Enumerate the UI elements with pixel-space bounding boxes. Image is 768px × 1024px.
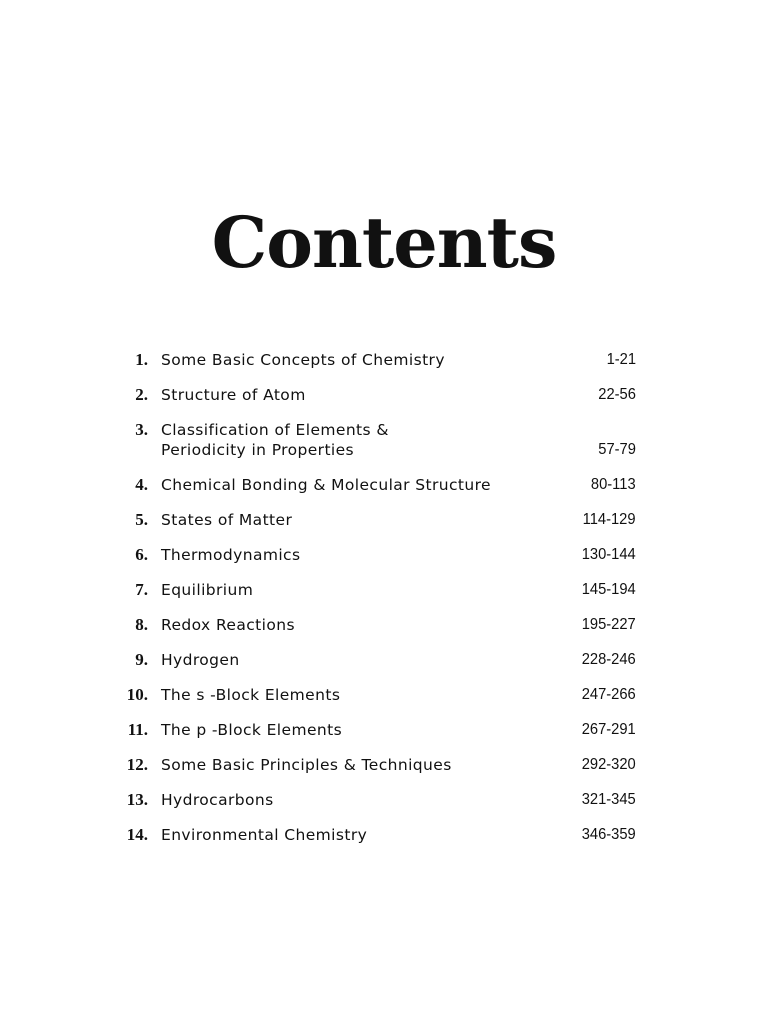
chapter-number: 4. [135, 475, 148, 494]
chapter-title [161, 825, 367, 845]
chapter-title [161, 580, 253, 600]
chapter-number: 5. [135, 510, 148, 529]
chapter-title-line: Periodicity in Properties [161, 441, 355, 459]
chapter-title-line: Some Basic Concepts of Chemistry [161, 351, 445, 369]
chapter-title [161, 790, 274, 810]
chapter-number: 3. [135, 420, 148, 439]
chapter-title-line: Structure of Atom [161, 386, 306, 404]
chapter-number: 14. [126, 825, 148, 844]
chapter-number: 10. [126, 685, 148, 704]
page-range: 346-359 [581, 826, 636, 843]
toc-entry[interactable] [0, 790, 768, 825]
page-title: Contents [211, 201, 557, 284]
page-range: 145-194 [581, 581, 636, 598]
toc-entry[interactable] [0, 475, 768, 510]
page-range: 247-266 [581, 686, 636, 703]
page-range: 292-320 [581, 756, 636, 773]
toc-entry[interactable] [0, 650, 768, 685]
toc-entry[interactable] [0, 580, 768, 615]
page-range: 57-79 [598, 441, 636, 458]
chapter-title [161, 755, 452, 775]
chapter-number: 1. [135, 350, 148, 369]
chapter-title [161, 650, 240, 670]
chapter-number: 2. [135, 385, 148, 404]
toc-entry[interactable] [0, 420, 768, 475]
table-of-contents [0, 350, 768, 860]
chapter-title-line: Environmental Chemistry [161, 826, 368, 844]
toc-entry[interactable] [0, 615, 768, 650]
chapter-title-line: Hydrocarbons [161, 791, 274, 809]
chapter-number: 11. [127, 720, 148, 739]
page-range: 130-144 [581, 546, 636, 563]
chapter-title-line: Redox Reactions [161, 616, 295, 634]
chapter-title-line: Some Basic Principles & Techniques [161, 756, 452, 774]
chapter-title [161, 685, 340, 705]
toc-entry[interactable] [0, 510, 768, 545]
toc-entry[interactable] [0, 720, 768, 755]
toc-entry[interactable] [0, 545, 768, 580]
page-range: 1-21 [606, 351, 636, 368]
chapter-title [161, 385, 306, 405]
chapter-title-line: Classification of Elements & [161, 421, 389, 439]
chapter-title [161, 420, 389, 460]
chapter-number: 6. [135, 545, 148, 564]
chapter-number: 12. [126, 755, 148, 774]
chapter-title [161, 720, 342, 740]
toc-entry[interactable] [0, 350, 768, 385]
toc-entry[interactable] [0, 685, 768, 720]
page-range: 195-227 [581, 616, 636, 633]
chapter-title-line: Equilibrium [161, 581, 254, 599]
page-range: 114-129 [583, 511, 636, 528]
chapter-title-line: Hydrogen [161, 651, 240, 669]
page-range: 267-291 [581, 721, 636, 738]
toc-entry[interactable] [0, 385, 768, 420]
chapter-title [161, 545, 300, 565]
chapter-number: 8. [135, 615, 148, 634]
toc-entry[interactable] [0, 825, 768, 860]
chapter-title-line: The s -Block Elements [161, 686, 341, 704]
chapter-title [161, 510, 292, 530]
chapter-number: 9. [135, 650, 148, 669]
chapter-title [161, 350, 445, 370]
chapter-title [161, 475, 491, 495]
page-range: 22-56 [598, 386, 636, 403]
chapter-number: 13. [126, 790, 148, 809]
chapter-title [161, 615, 295, 635]
toc-entry[interactable] [0, 755, 768, 790]
page-range: 80-113 [591, 476, 636, 493]
chapter-title-line: Chemical Bonding & Molecular Structure [161, 476, 491, 494]
chapter-title-line: Thermodynamics [161, 546, 301, 564]
chapter-number: 7. [135, 580, 148, 599]
page-range: 228-246 [581, 651, 636, 668]
chapter-title-line: States of Matter [161, 511, 293, 529]
chapter-title-line: The p -Block Elements [161, 721, 343, 739]
page-range: 321-345 [581, 791, 636, 808]
